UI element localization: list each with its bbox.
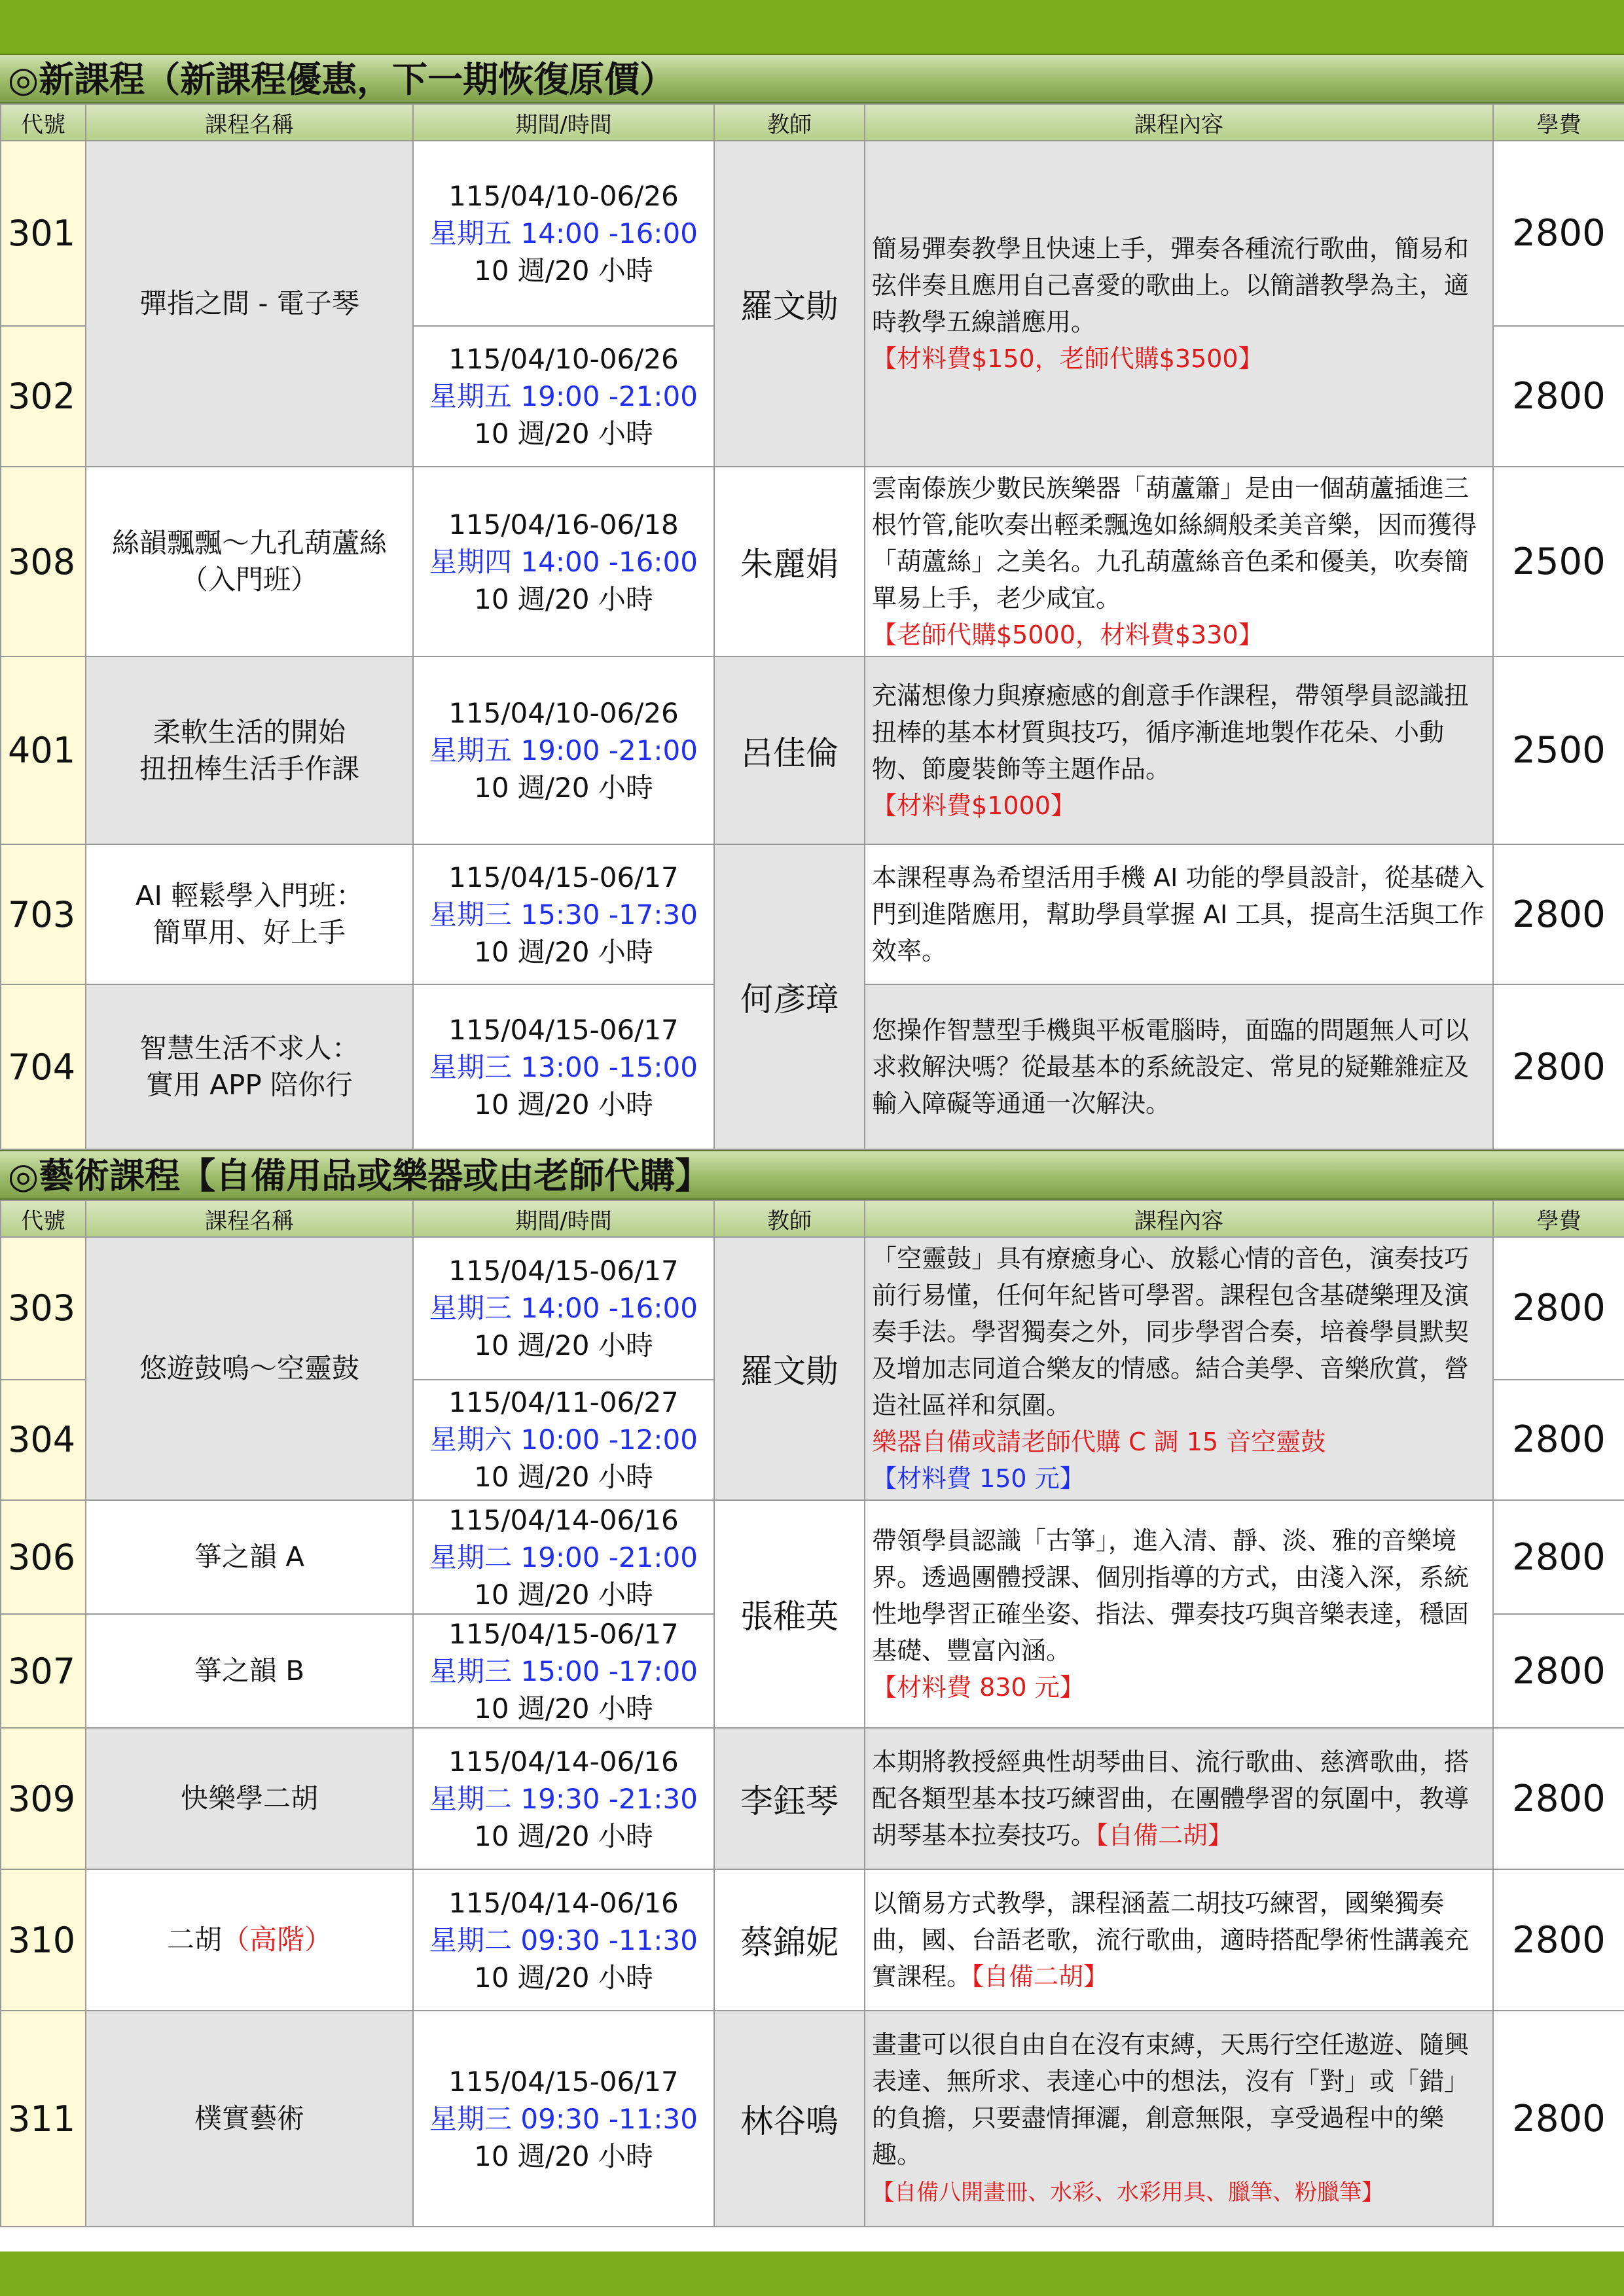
top-band	[0, 0, 1624, 54]
course-teacher: 羅文勛	[714, 141, 865, 467]
course-content	[865, 1869, 1493, 2011]
content-note: 【自備二胡】	[1096, 1821, 1233, 1850]
course-period	[413, 326, 714, 467]
course-hours: 10 週/20 小時	[474, 583, 653, 615]
course-period	[413, 1728, 714, 1869]
course-fee: 2800	[1493, 326, 1624, 467]
header-code: 代號	[1, 1200, 86, 1237]
content-text: 簡易彈奏教學且快速上手，彈奏各種流行歌曲，簡易和弦伴奏且應用自己喜愛的歌曲上。以簡譜教學為主，適時教學五線譜應用。	[872, 234, 1470, 336]
section-title: ◎新課程（新課程優惠，下一期恢復原價）	[8, 59, 676, 100]
course-code: 301	[1, 141, 86, 326]
course-name-line1: 柔軟生活的開始	[153, 715, 346, 748]
course-date: 115/04/16-06/18	[448, 508, 679, 541]
course-code: 309	[1, 1728, 86, 1869]
content-text: 充滿想像力與療癒感的創意手作課程，帶領學員認識扭扭棒的基本材質與技巧，循序漸進地製作花朵、小動物、節慶裝飾等主題作品。	[872, 681, 1470, 783]
course-code: 302	[1, 326, 86, 467]
course-hours: 10 週/20 小時	[474, 1820, 653, 1852]
course-fee: 2500	[1493, 467, 1624, 656]
course-teacher: 呂佳倫	[714, 656, 865, 844]
header-name: 課程名稱	[86, 104, 413, 141]
course-content	[865, 467, 1493, 656]
course-name: 箏之韻 B	[86, 1614, 413, 1728]
course-name-line1: 智慧生活不求人：	[139, 1032, 359, 1064]
course-hours: 10 週/20 小時	[474, 2140, 653, 2172]
course-code: 401	[1, 656, 86, 844]
course-name: 樸實藝術	[86, 2011, 413, 2227]
course-name-line1: AI 輕鬆學入門班：	[135, 880, 364, 912]
course-code: 704	[1, 984, 86, 1149]
content-note: 【材料費 150 元】	[872, 1464, 1085, 1493]
course-time: 星期三 15:30 -17:30	[429, 898, 698, 931]
header-content: 課程內容	[865, 104, 1493, 141]
header-teacher: 教師	[714, 1200, 865, 1237]
course-schedule	[0, 54, 1624, 2227]
course-time: 星期六 10:00 -12:00	[429, 1424, 698, 1456]
course-period	[413, 984, 714, 1149]
course-date: 115/04/15-06/17	[448, 1617, 679, 1650]
table-header-row	[1, 1200, 1624, 1237]
content-note: 【自備八開畫冊、水彩、水彩用具、臘筆、粉臘筆】	[872, 2179, 1384, 2206]
course-time: 星期二 19:30 -21:30	[429, 1782, 698, 1815]
content-text: 您操作智慧型手機與平板電腦時，面臨的問題無人可以求救解決嗎？從最基本的系統設定、常見的疑難雜症及輸入障礙等通通一次解決。	[872, 1016, 1470, 1118]
header-name: 課程名稱	[86, 1200, 413, 1237]
course-name-text: 二胡	[166, 1924, 222, 1956]
course-level-badge: （高階）	[222, 1924, 333, 1956]
course-content	[865, 2011, 1493, 2227]
course-date: 115/04/11-06/27	[448, 1386, 679, 1419]
course-time: 星期二 19:00 -21:00	[429, 1541, 698, 1573]
course-fee: 2500	[1493, 656, 1624, 844]
header-fee: 學費	[1493, 1200, 1624, 1237]
course-date: 115/04/15-06/17	[448, 1255, 679, 1287]
content-text: 本期將教授經典性胡琴曲目、流行歌曲、慈濟歌曲，搭配各類型基本技巧練習曲，在團體學習的氛圍中，教導胡琴基本拉奏技巧。	[872, 1748, 1470, 1850]
course-date: 115/04/10-06/26	[448, 180, 679, 212]
course-fee: 2800	[1493, 1728, 1624, 1869]
course-code: 304	[1, 1380, 86, 1500]
content-text: 畫畫可以很自由自在沒有束縛，天馬行空任遨遊、隨興表達、無所求、表達心中的想法，沒有「對」或「錯」的負擔，只要盡情揮灑，創意無限，享受過程中的樂趣。	[872, 2030, 1470, 2169]
course-code: 703	[1, 844, 86, 984]
course-hours: 10 週/20 小時	[474, 1088, 653, 1121]
table-row	[1, 2011, 1624, 2227]
bottom-band	[0, 2251, 1624, 2296]
course-content	[865, 1237, 1493, 1500]
course-name-line1: 絲韻飄飄～九孔葫蘆絲	[111, 527, 387, 559]
content-text: 本課程專為希望活用手機 AI 功能的學員設計，從基礎入門到進階應用，幫助學員掌握 AI 工具，提高生活與工作效率。	[872, 863, 1485, 965]
course-name: 快樂學二胡	[86, 1728, 413, 1869]
course-content	[865, 1500, 1493, 1728]
course-fee: 2800	[1493, 1614, 1624, 1728]
course-fee: 2800	[1493, 1380, 1624, 1500]
course-name-line2: （入門班）	[180, 564, 318, 596]
course-time: 星期四 14:00 -16:00	[429, 545, 698, 578]
course-code: 311	[1, 2011, 86, 2227]
course-teacher: 李鈺琴	[714, 1728, 865, 1869]
course-code: 306	[1, 1500, 86, 1614]
course-name	[86, 984, 413, 1149]
course-name-line2: 簡單用、好上手	[153, 916, 346, 948]
course-period	[413, 1869, 714, 2011]
content-text: 雲南傣族少數民族樂器「葫蘆簫」是由一個葫蘆插進三根竹管,能吹奏出輕柔飄逸如絲綢般柔美音樂，因而獲得「葫蘆絲」之美名。九孔葫蘆絲音色柔和優美，吹奏簡單易上手，老少咸宜。	[872, 474, 1477, 613]
course-time: 星期五 19:00 -21:00	[429, 734, 698, 766]
course-fee: 2800	[1493, 2011, 1624, 2227]
course-fee: 2800	[1493, 844, 1624, 984]
course-hours: 10 週/20 小時	[474, 418, 653, 450]
course-name: 悠遊鼓鳴～空靈鼓	[86, 1237, 413, 1500]
section-header-new-courses	[0, 54, 1624, 103]
course-period	[413, 2011, 714, 2227]
content-text: 帶領學員認識「古箏」，進入清、靜、淡、雅的音樂境界。透過團體授課、個別指導的方式，由淺入深，系統性地學習正確坐姿、指法、彈奏技巧與音樂表達，穩固基礎、豐富內涵。	[872, 1526, 1470, 1665]
art-courses-table	[0, 1200, 1624, 2227]
course-hours: 10 週/20 小時	[474, 935, 653, 968]
content-note: 樂器自備或請老師代購 C 調 15 音空靈鼓	[872, 1427, 1326, 1456]
course-content	[865, 656, 1493, 844]
course-hours: 10 週/20 小時	[474, 1692, 653, 1725]
content-note: 【材料費$1000】	[872, 791, 1075, 820]
content-text: 「空靈鼓」具有療癒身心、放鬆心情的音色，演奏技巧前行易懂，任何年紀皆可學習。課程包含基礎樂理及演奏手法。學習獨奏之外，同步學習合奏，培養學員默契及增加志同道合樂友的情感。結合美學、音樂欣賞，營造社區祥和氛圍。	[872, 1244, 1470, 1420]
course-name	[86, 1869, 413, 2011]
course-name: 彈指之間 - 電子琴	[86, 141, 413, 467]
course-fee: 2800	[1493, 1869, 1624, 2011]
content-note: 【材料費$150，老師代購$3500】	[872, 344, 1263, 373]
section-header-art-courses	[0, 1150, 1624, 1200]
course-teacher: 林谷鳴	[714, 2011, 865, 2227]
course-date: 115/04/15-06/17	[448, 2065, 679, 2098]
table-row	[1, 844, 1624, 984]
course-fee: 2800	[1493, 1500, 1624, 1614]
course-teacher: 張稚英	[714, 1500, 865, 1728]
course-time: 星期三 14:00 -16:00	[429, 1292, 698, 1325]
course-teacher: 蔡錦妮	[714, 1869, 865, 2011]
table-row	[1, 1500, 1624, 1614]
table-row	[1, 1869, 1624, 2011]
course-period	[413, 844, 714, 984]
course-name: 箏之韻 A	[86, 1500, 413, 1614]
course-date: 115/04/10-06/26	[448, 697, 679, 729]
course-time: 星期三 09:30 -11:30	[429, 2102, 698, 2135]
course-period	[413, 1614, 714, 1728]
header-teacher: 教師	[714, 104, 865, 141]
content-note: 【老師代購$5000，材料費$330】	[872, 620, 1263, 649]
course-name	[86, 656, 413, 844]
course-date: 115/04/14-06/16	[448, 1745, 679, 1778]
course-period	[413, 467, 714, 656]
course-hours: 10 週/20 小時	[474, 1961, 653, 1994]
course-content	[865, 984, 1493, 1149]
course-content	[865, 844, 1493, 984]
course-code: 303	[1, 1237, 86, 1380]
course-name	[86, 467, 413, 656]
course-content	[865, 1728, 1493, 1869]
course-hours: 10 週/20 小時	[474, 1329, 653, 1362]
course-time: 星期三 13:00 -15:00	[429, 1050, 698, 1083]
course-fee: 2800	[1493, 984, 1624, 1149]
header-period: 期間/時間	[413, 1200, 714, 1237]
course-time: 星期二 09:30 -11:30	[429, 1924, 698, 1956]
section-title: ◎藝術課程【自備用品或樂器或由老師代購】	[8, 1155, 711, 1196]
header-fee: 學費	[1493, 104, 1624, 141]
course-date: 115/04/14-06/16	[448, 1886, 679, 1919]
course-time: 星期三 15:00 -17:00	[429, 1655, 698, 1687]
course-time: 星期五 14:00 -16:00	[429, 217, 698, 249]
table-row	[1, 1728, 1624, 1869]
course-hours: 10 週/20 小時	[474, 772, 653, 804]
content-note: 【自備二胡】	[971, 1962, 1109, 1991]
course-period	[413, 1237, 714, 1380]
course-hours: 10 週/20 小時	[474, 1461, 653, 1494]
table-row	[1, 467, 1624, 656]
new-courses-table	[0, 103, 1624, 1150]
course-code: 308	[1, 467, 86, 656]
course-name	[86, 844, 413, 984]
course-date: 115/04/10-06/26	[448, 343, 679, 375]
course-code: 310	[1, 1869, 86, 2011]
course-fee: 2800	[1493, 1237, 1624, 1380]
header-content: 課程內容	[865, 1200, 1493, 1237]
course-fee: 2800	[1493, 141, 1624, 326]
course-date: 115/04/14-06/16	[448, 1503, 679, 1536]
content-note: 【材料費 830 元】	[872, 1673, 1085, 1702]
header-period: 期間/時間	[413, 104, 714, 141]
content-text: 以簡易方式教學，課程涵蓋二胡技巧練習，國樂獨奏曲，國、台語老歌，流行歌曲，適時搭配學術性講義充實課程。	[872, 1889, 1470, 1991]
table-header-row	[1, 104, 1624, 141]
course-teacher: 羅文勛	[714, 1237, 865, 1500]
course-period	[413, 1380, 714, 1500]
course-content	[865, 141, 1493, 467]
course-hours: 10 週/20 小時	[474, 1578, 653, 1611]
course-teacher: 何彥璋	[714, 844, 865, 1149]
course-period	[413, 1500, 714, 1614]
course-period	[413, 141, 714, 326]
course-name-line2: 實用 APP 陪你行	[145, 1069, 353, 1101]
course-name-line2: 扭扭棒生活手作課	[139, 752, 359, 785]
course-time: 星期五 19:00 -21:00	[429, 380, 698, 412]
course-teacher: 朱麗娟	[714, 467, 865, 656]
course-code: 307	[1, 1614, 86, 1728]
table-row	[1, 141, 1624, 326]
course-date: 115/04/15-06/17	[448, 861, 679, 893]
course-date: 115/04/15-06/17	[448, 1013, 679, 1046]
table-row	[1, 1237, 1624, 1380]
header-code: 代號	[1, 104, 86, 141]
course-period	[413, 656, 714, 844]
table-row	[1, 656, 1624, 844]
course-hours: 10 週/20 小時	[474, 255, 653, 287]
